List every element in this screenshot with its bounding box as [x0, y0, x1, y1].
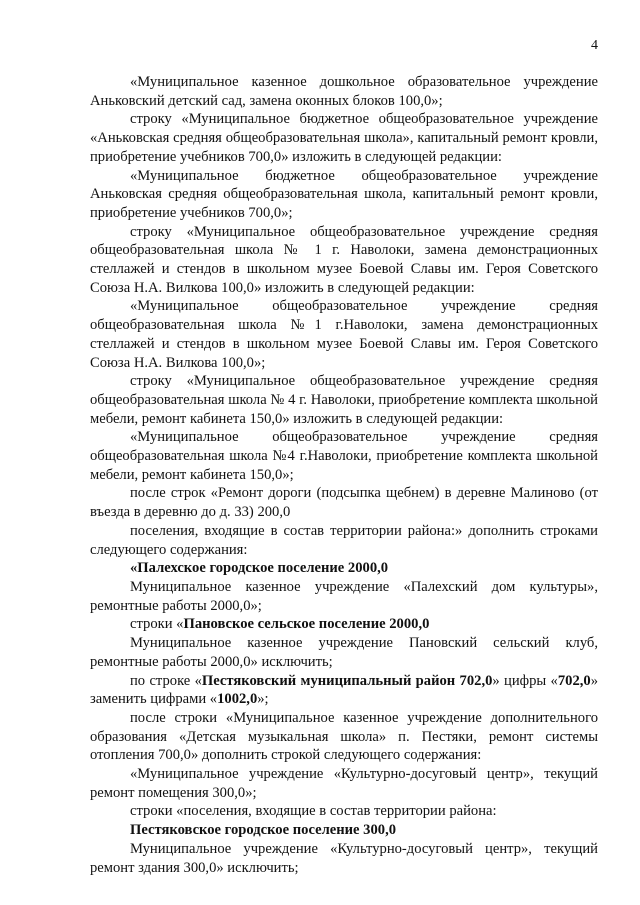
paragraph: [90, 372, 598, 428]
bold-text-run: Пестяковский муниципальный район 702,0: [201, 672, 493, 689]
page-number: 4: [591, 38, 598, 53]
text-run: поселения, входящие в состав территории района:» дополнить строками следующего содержания:: [90, 522, 598, 558]
paragraph: [90, 297, 598, 372]
text-run: «Муниципальное казенное дошкольное образовательное учреждение Аньковский детский сад, замена оконных блоков 100,0»;: [90, 74, 598, 109]
text-run: строку «Муниципальное бюджетное общеобразовательное учреждение «Аньковская средняя общеобразовательная школа», капитальный ремонт кровли, приобретение учебников 700,0» изложить в следующей редакции:: [90, 111, 598, 165]
text-run: » заменить цифрами «: [90, 672, 598, 708]
text-run: «Муниципальное общеобразовательное учреждение средняя общеобразовательная школа №4 г.Наволоки, приобретение комплекта школьной мебели, ремонт кабинета 150,0»;: [90, 429, 598, 483]
paragraph: [90, 484, 598, 521]
bold-text-run: 702,0: [557, 672, 591, 689]
document-body: [90, 73, 598, 877]
bold-text-run: 1002,0: [217, 691, 258, 708]
paragraph: [90, 821, 598, 840]
text-run: Муниципальное казенное учреждение Пановский сельский клуб, ремонтные работы 2000,0» исключить;: [90, 635, 598, 670]
paragraph: [90, 634, 598, 671]
paragraph: [90, 615, 598, 634]
paragraph: [90, 428, 598, 484]
text-run: строки «: [130, 616, 184, 633]
text-run: после строк «Ремонт дороги (подсыпка щебнем) в деревне Малиново (от въезда в деревню до д. 33) 200,0: [90, 485, 598, 521]
text-run: «Муниципальное общеобразовательное учреждение средняя общеобразовательная школа №1 г.Наволоки, замена демонстрационных стеллажей и стендов в школьном музее Боевой Славы им. Героя Советского Союза Н.А. Вилкова 100,0»;: [90, 298, 598, 371]
text-run: строку «Муниципальное общеобразовательное учреждение средняя общеобразовательная школа № 4 г. Наволоки, приобретение комплекта школьной мебели, ремонт кабинета 150,0» изложить в следующей редакции:: [90, 373, 598, 427]
paragraph: [90, 223, 598, 298]
paragraph: [90, 802, 598, 821]
paragraph: [90, 167, 598, 223]
text-run: по строке «: [130, 672, 202, 689]
text-run: строку «Муниципальное общеобразовательное учреждение средняя общеобразовательная школа № 1 г. Наволоки, замена демонстрационных стеллажей и стендов в школьном музее Боевой Славы им. Героя Советского Союза Н.А. Вилкова 100,0» изложить в следующей редакции:: [90, 223, 598, 296]
paragraph: [90, 765, 598, 802]
paragraph: [90, 578, 598, 615]
text-run: » цифры «: [492, 672, 558, 689]
text-run: Муниципальное казенное учреждение «Палехский дом культуры», ремонтные работы 2000,0»;: [90, 578, 598, 614]
text-run: «Муниципальное бюджетное общеобразовательное учреждение Аньковская средняя общеобразовательная школа, капитальный ремонт кровли, приобретение учебников 700,0»;: [90, 167, 598, 221]
paragraph: [90, 672, 598, 709]
text-run: строки «поселения, входящие в состав территории района:: [130, 803, 497, 820]
paragraph: [90, 110, 598, 166]
text-run: Муниципальное учреждение «Культурно-досуговый центр», текущий ремонт здания 300,0» исключить;: [90, 840, 598, 876]
paragraph: [90, 709, 598, 765]
paragraph: [90, 522, 598, 559]
paragraph: [90, 840, 598, 877]
text-run: »;: [257, 691, 269, 708]
paragraph: [90, 559, 598, 578]
text-run: «Муниципальное учреждение «Культурно-досуговый центр», текущий ремонт помещения 300,0»;: [90, 766, 598, 801]
bold-text-run: Пестяковское городское поселение 300,0: [130, 822, 397, 839]
text-run: после строки «Муниципальное казенное учреждение дополнительного образования «Детская музыкальная школа» п. Пестяки, ремонт системы отопления 700,0» дополнить строкой следующего содержания:: [90, 709, 598, 764]
paragraph: [90, 73, 598, 110]
bold-text-run: Пановское сельское поселение 2000,0: [183, 616, 430, 633]
bold-text-run: «Палехское городское поселение 2000,0: [130, 560, 389, 577]
